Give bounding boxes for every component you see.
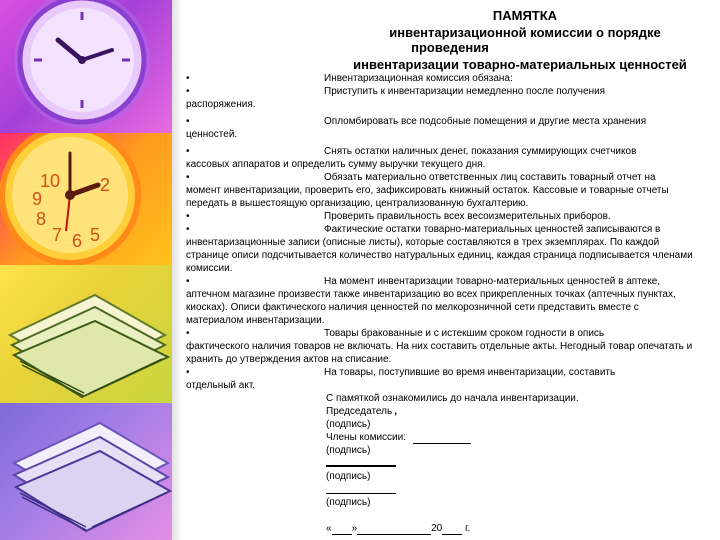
item-continuation: фактического наличия товаров не включать. На них составить отдельные акты. Негодный товар опечатать и хранить до утверждения актов на списание. — [186, 341, 693, 365]
stack-of-papers-icon — [0, 403, 172, 540]
acknowledgement-line: С памяткой ознакомились до начала инвентаризации. — [326, 393, 579, 404]
list-item — [186, 145, 696, 171]
date-close-quote: » — [351, 523, 358, 534]
item-first-line: Фактические остатки товарно-материальных ценностей записываются в — [324, 224, 661, 235]
list-item — [186, 115, 696, 141]
list-item — [186, 72, 696, 85]
bullet: • — [186, 276, 190, 287]
svg-text:7: 7 — [52, 225, 63, 245]
members-signature-line — [413, 443, 471, 444]
list-item — [186, 85, 696, 111]
date-open-quote: « — [326, 523, 332, 534]
item-first-line: Опломбировать все подсобные помещения и другие места хранения — [324, 116, 647, 127]
signature-caption: (подпись) — [326, 419, 371, 430]
bullet: • — [186, 224, 190, 235]
bullet: • — [186, 211, 190, 222]
bullet: • — [186, 73, 190, 84]
item-continuation: распоряжения. — [186, 99, 256, 110]
chairman-label: Председатель — [326, 406, 393, 417]
item-first-line: Обязать материально ответственных лиц составить товарный отчет на — [324, 172, 656, 183]
signature-line — [326, 465, 396, 467]
item-first-line: На товары, поступившие во время инвентаризации, составить — [324, 367, 616, 378]
list-item — [186, 223, 696, 275]
bullet: • — [186, 116, 190, 127]
decorative-image-strip — [0, 0, 172, 540]
item-first-line: Товары бракованные и с истекшим сроком годности в опись — [324, 328, 605, 339]
date-year-prefix: 20 — [431, 523, 443, 534]
signature-caption: (подпись) — [326, 471, 371, 482]
wall-clock-icon — [0, 133, 172, 265]
svg-text:2: 2 — [100, 175, 111, 195]
bullet: • — [186, 146, 190, 157]
bullet: • — [186, 367, 190, 378]
member-signature-line-2 — [326, 481, 396, 494]
list-item — [186, 327, 696, 366]
wall-clock-icon — [0, 0, 172, 133]
violet-papers-tile — [0, 403, 172, 540]
item-continuation: кассовых аппаратов и определить сумму выручки текущего дня. — [186, 159, 486, 170]
chairman-mark: , — [394, 406, 397, 417]
year-blank — [442, 534, 462, 535]
purple-clock-tile — [0, 0, 172, 133]
member-signature-line-1 — [326, 454, 396, 467]
item-continuation: инвентаризационные записи (описные листы), которые составляются в трех экземплярах. По каждой странице описи подсчитывается количество натуральных единиц, каждая страница подписывается членами комиссии. — [186, 237, 693, 274]
stack-of-papers-icon — [0, 265, 172, 403]
memo-body — [186, 72, 696, 392]
day-blank — [332, 534, 352, 535]
chairman-line — [326, 405, 397, 418]
signature-line — [326, 493, 396, 494]
item-first-line: Инвентаризационная комиссия обязана: — [324, 73, 513, 84]
item-continuation: момент инвентаризации, проверить его, зафиксировать книжный остаток. Кассовые и товарные отчеты передать в вышестоящую организацию, централизованную бухгалтерию. — [186, 185, 669, 209]
members-line — [326, 431, 471, 444]
bullet: • — [186, 172, 190, 183]
memo-subtitle-line-1: инвентаризационной комиссии о порядке — [389, 25, 661, 40]
bullet: • — [186, 86, 190, 97]
signature-caption: (подпись) — [326, 497, 371, 508]
item-continuation: ценностей. — [186, 129, 238, 140]
item-continuation: аптечном магазине произвести также инвентаризацию во всех прикрепленных точках (аптечных пунктах, киосках). Описи фактического наличия ценностей по мелкорозничной сети представить вместе с материалом инвентаризации. — [186, 289, 676, 326]
memo-subtitle-line-3: инвентаризации товарно-материальных ценностей — [353, 57, 687, 72]
orange-clock-tile — [0, 133, 172, 265]
date-year-suffix: г. — [465, 523, 471, 534]
list-item — [186, 210, 696, 223]
strip-shadow — [172, 0, 182, 540]
item-first-line: На момент инвентаризации товарно-материальных ценностей в аптеке, — [324, 276, 661, 287]
members-label: Члены комиссии: — [326, 432, 407, 443]
list-item — [186, 171, 696, 210]
svg-text:8: 8 — [36, 209, 47, 229]
signature-caption: (подпись) — [326, 445, 371, 456]
item-first-line: Снять остатки наличных денег, показания суммирующих счетчиков — [324, 146, 637, 157]
svg-text:6: 6 — [72, 231, 83, 251]
list-item — [186, 275, 696, 327]
memo-title: ПАМЯТКА — [492, 8, 558, 23]
item-continuation: отдельный акт. — [186, 380, 256, 391]
green-papers-tile — [0, 265, 172, 403]
month-blank — [357, 534, 431, 535]
list-item — [186, 366, 696, 392]
memo-subtitle-line-2: проведения — [411, 40, 489, 55]
item-first-line: Приступить к инвентаризации немедленно после получения — [324, 86, 606, 97]
svg-text:10: 10 — [40, 171, 61, 191]
date-line — [326, 522, 470, 535]
svg-text:9: 9 — [32, 189, 43, 209]
svg-text:5: 5 — [90, 225, 101, 245]
item-first-line: Проверить правильность всех весоизмерительных приборов. — [324, 211, 611, 222]
bullet: • — [186, 328, 190, 339]
